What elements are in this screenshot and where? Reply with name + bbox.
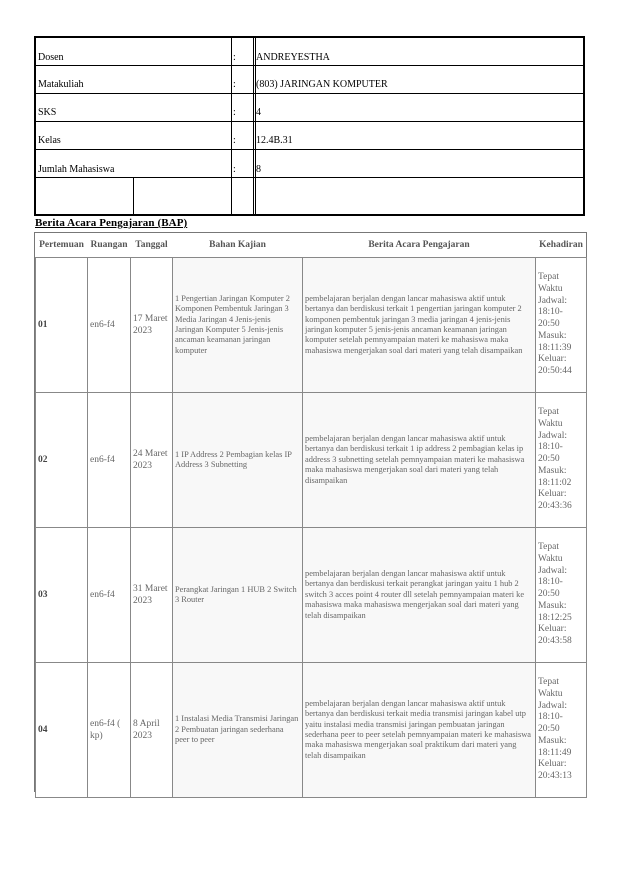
kehadiran-line: 20:43:58 bbox=[538, 635, 572, 646]
kehadiran-line: Jadwal: bbox=[538, 565, 568, 576]
info-row-empty bbox=[36, 178, 583, 216]
kehadiran-line: Tepat bbox=[538, 542, 559, 553]
header-bahan-kajian: Bahan Kajian bbox=[209, 240, 266, 250]
kehadiran-line: Masuk: bbox=[538, 330, 567, 341]
info-row-matakuliah bbox=[36, 66, 583, 94]
bahan-kajian-cell: 1 Instalasi Media Transmisi Jaringan 2 Pembuatan jaringan sederhana peer to peer bbox=[173, 663, 303, 798]
info-value: ANDREYESTHA bbox=[256, 52, 330, 63]
info-colon: : bbox=[233, 107, 236, 118]
berita-acara-cell: pembelajaran berjalan dengan lancar mahasiswa aktif untuk bertanya dan berdiskusi terkait 1 pengertian jaringan komputer 2 komponen pembentuk jaringan 3 media jaringan 4 jenis-jenis jaringan komputer 5 jenis-jenis ancaman keamanan jaringan komputer setelah pemnyampaian materi ke mahasiswa maka mahasiswa mengerjakan soal dari materi yang telah disampaikan bbox=[303, 258, 536, 393]
info-label: Dosen bbox=[38, 52, 64, 63]
berita-acara-cell: pembelajaran berjalan dengan lancar mahasiswa aktif untuk bertanya dan berdiskusi terkait media transmisi jaringan kabel utp yaitu instalasi media transmisi jaringan pembuatan jaringan sederhana peer to peer setelah pemnyampaian materi ke mahasiswa maka mahasiswa mengerjakan soal praktikum dari materi yang telah disampaikan bbox=[303, 663, 536, 798]
kehadiran-line: 18:10- bbox=[538, 442, 563, 453]
kehadiran-line: 18:12:25 bbox=[538, 612, 572, 623]
kehadiran-line: 18:11:39 bbox=[538, 342, 572, 353]
ruangan-cell: en6-f4 bbox=[88, 528, 131, 663]
kehadiran-line: 20:43:13 bbox=[538, 770, 572, 781]
kehadiran-line: Keluar: bbox=[538, 489, 567, 500]
ruangan-cell: en6-f4 ( kp) bbox=[88, 663, 131, 798]
kehadiran-line: Jadwal: bbox=[538, 295, 568, 306]
pertemuan-cell: 03 bbox=[36, 528, 88, 663]
info-value: 12.4B.31 bbox=[256, 135, 293, 146]
kehadiran-cell bbox=[536, 528, 587, 663]
kehadiran-line: Waktu bbox=[538, 554, 563, 565]
kehadiran-line: Jadwal: bbox=[538, 700, 568, 711]
kehadiran-line: Masuk: bbox=[538, 600, 567, 611]
bahan-kajian-cell: Perangkat Jaringan 1 HUB 2 Switch 3 Router bbox=[173, 528, 303, 663]
bap-header-row bbox=[36, 233, 587, 258]
info-label: Matakuliah bbox=[38, 79, 84, 90]
info-value: (803) JARINGAN KOMPUTER bbox=[256, 79, 388, 90]
kehadiran-line: Waktu bbox=[538, 419, 563, 430]
header-ruangan: Ruangan bbox=[90, 240, 128, 250]
kehadiran-line: Tepat bbox=[538, 407, 559, 418]
kehadiran-line: 20:43:36 bbox=[538, 500, 572, 511]
info-colon: : bbox=[233, 79, 236, 90]
kehadiran-line: Keluar: bbox=[538, 624, 567, 635]
kehadiran-line: Keluar: bbox=[538, 354, 567, 365]
kehadiran-line: 20:50 bbox=[538, 454, 560, 465]
bahan-kajian-cell: 1 IP Address 2 Pembagian kelas IP Address 3 Subnetting bbox=[173, 393, 303, 528]
pertemuan-cell: 02 bbox=[36, 393, 88, 528]
kehadiran-line: Waktu bbox=[538, 689, 563, 700]
ruangan-cell: en6-f4 bbox=[88, 258, 131, 393]
kehadiran-line: Jadwal: bbox=[538, 430, 568, 441]
pertemuan-cell: 01 bbox=[36, 258, 88, 393]
tanggal-cell: 17 Maret 2023 bbox=[131, 258, 173, 393]
course-info-table bbox=[34, 36, 585, 216]
table-row bbox=[36, 663, 587, 798]
kehadiran-line: 20:50 bbox=[538, 724, 560, 735]
kehadiran-line: Masuk: bbox=[538, 465, 567, 476]
kehadiran-line: Waktu bbox=[538, 284, 563, 295]
info-row-kelas bbox=[36, 122, 583, 150]
tanggal-cell: 31 Maret 2023 bbox=[131, 528, 173, 663]
header-pertemuan: Pertemuan bbox=[39, 240, 84, 250]
kehadiran-line: Tepat bbox=[538, 272, 559, 283]
info-divider bbox=[133, 178, 134, 216]
info-value: 8 bbox=[256, 164, 261, 175]
info-row-jumlah-mahasiswa bbox=[36, 150, 583, 178]
kehadiran-line: Tepat bbox=[538, 677, 559, 688]
kehadiran-line: 18:11:49 bbox=[538, 747, 572, 758]
info-label: SKS bbox=[38, 107, 57, 118]
info-row-dosen bbox=[36, 38, 583, 66]
header-tanggal: Tanggal bbox=[135, 240, 168, 250]
berita-acara-cell: pembelajaran berjalan dengan lancar mahasiswa aktif untuk bertanya dan berdiskusi terkait 1 ip address 2 pembagian kelas ip address 3 subnetting setelah pemnyampaian materi ke mahasiswa maka mahasiswa mengerjakan soal dari materi yang telah disampaikan bbox=[303, 393, 536, 528]
kehadiran-cell bbox=[536, 663, 587, 798]
pertemuan-cell: 04 bbox=[36, 663, 88, 798]
kehadiran-line: 20:50:44 bbox=[538, 365, 572, 376]
info-value: 4 bbox=[256, 107, 261, 118]
info-label: Jumlah Mahasiswa bbox=[38, 164, 115, 175]
info-label: Kelas bbox=[38, 135, 61, 146]
kehadiran-line: 20:50 bbox=[538, 589, 560, 600]
table-row bbox=[36, 528, 587, 663]
info-colon: : bbox=[233, 52, 236, 63]
kehadiran-line: 20:50 bbox=[538, 319, 560, 330]
kehadiran-cell bbox=[536, 393, 587, 528]
tanggal-cell: 8 April 2023 bbox=[131, 663, 173, 798]
kehadiran-line: Keluar: bbox=[538, 759, 567, 770]
tanggal-cell: 24 Maret 2023 bbox=[131, 393, 173, 528]
kehadiran-line: 18:11:02 bbox=[538, 477, 572, 488]
info-row-sks bbox=[36, 94, 583, 122]
berita-acara-cell: pembelajaran berjalan dengan lancar mahasiswa aktif untuk bertanya dan berdiskusi terkait perangkat jaringan yaitu 1 hub 2 switch 3 acces point 4 router dll setelah pemnyampaian materi ke mahasiswa maka mahasiswa mengerjakan soal dari materi yang telah disampaikan bbox=[303, 528, 536, 663]
header-kehadiran: Kehadiran bbox=[539, 240, 583, 250]
bap-table bbox=[34, 232, 587, 792]
kehadiran-cell bbox=[536, 258, 587, 393]
info-colon: : bbox=[233, 164, 236, 175]
table-row bbox=[36, 258, 587, 393]
kehadiran-line: 18:10- bbox=[538, 712, 563, 723]
header-berita-acara: Berita Acara Pengajaran bbox=[368, 240, 470, 250]
ruangan-cell: en6-f4 bbox=[88, 393, 131, 528]
bap-section-title: Berita Acara Pengajaran (BAP) bbox=[35, 217, 188, 229]
info-colon: : bbox=[233, 135, 236, 146]
kehadiran-line: 18:10- bbox=[538, 307, 563, 318]
kehadiran-line: Masuk: bbox=[538, 735, 567, 746]
bahan-kajian-cell: 1 Pengertian Jaringan Komputer 2 Komponen Pembentuk Jaringan 3 Media Jaringan 4 Jenis-jenis Jaringan Komputer 5 Jenis-jenis ancaman keamanan jaringan komputer bbox=[173, 258, 303, 393]
table-row bbox=[36, 393, 587, 528]
kehadiran-line: 18:10- bbox=[538, 577, 563, 588]
